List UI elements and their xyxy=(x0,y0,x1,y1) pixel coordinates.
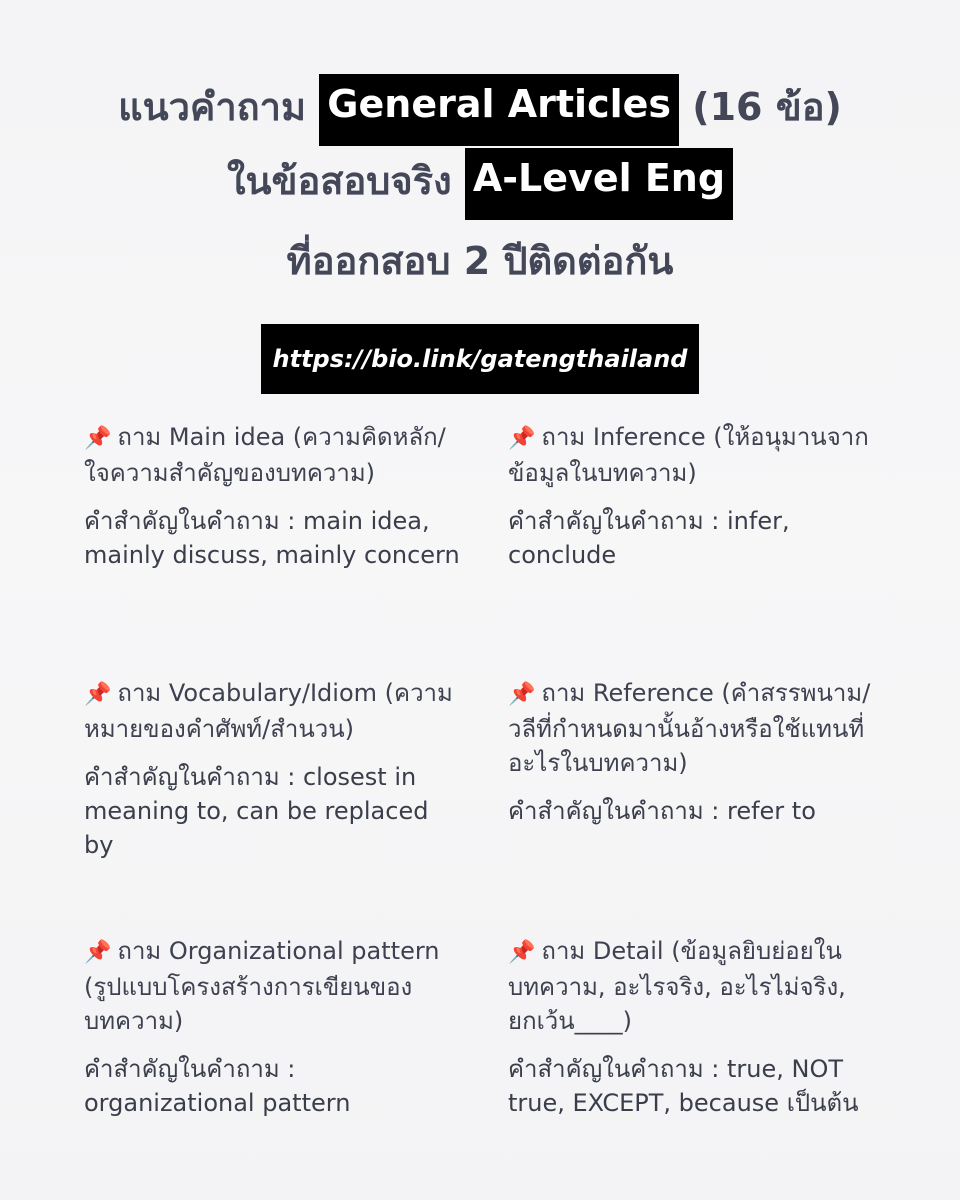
card-title-text: ถาม Detail (ข้อมูลยิบย่อยในบทความ, อะไรจริง, อะไรไม่จริง, ยกเว้น____) xyxy=(508,937,846,1035)
card-title xyxy=(84,934,464,1038)
title-line-1 xyxy=(0,70,960,144)
title-highlight-a-level-eng: A-Level Eng xyxy=(465,148,733,220)
title-highlight-general-articles: General Articles xyxy=(319,74,679,146)
card-inference xyxy=(508,420,888,572)
header xyxy=(0,70,960,394)
pushpin-icon: 📌 xyxy=(84,426,112,451)
card-vocabulary-idiom xyxy=(84,676,464,862)
card-title xyxy=(508,676,888,780)
card-title-text: ถาม Organizational pattern (รูปแบบโครงสร้างการเขียนของบทความ) xyxy=(84,937,440,1035)
card-title-text: ถาม Inference (ให้อนุมานจากข้อมูลในบทความ) xyxy=(508,423,869,487)
card-title-text: ถาม Main idea (ความคิดหลัก/ใจความสำคัญของบทความ) xyxy=(84,423,446,487)
pushpin-icon: 📌 xyxy=(508,426,536,451)
title-line-2 xyxy=(0,144,960,218)
card-keywords: คำสำคัญในคำถาม : organizational pattern xyxy=(84,1055,351,1117)
pushpin-icon: 📌 xyxy=(508,940,536,965)
card-keywords: คำสำคัญในคำถาม : closest in meaning to, can be replaced by xyxy=(84,763,429,859)
card-organizational-pattern xyxy=(84,934,464,1120)
card-detail xyxy=(508,934,888,1120)
card-keywords: คำสำคัญในคำถาม : refer to xyxy=(508,797,816,825)
pushpin-icon: 📌 xyxy=(84,940,112,965)
pushpin-icon: 📌 xyxy=(84,682,112,707)
title-line-1-prefix: แนวคำถาม xyxy=(118,85,320,129)
title-line-3: ที่ออกสอบ 2 ปีติดต่อกัน xyxy=(286,239,674,283)
card-reference xyxy=(508,676,888,828)
card-keywords: คำสำคัญในคำถาม : true, NOT true, EXCEPT, because เป็นต้น xyxy=(508,1055,859,1117)
card-keywords: คำสำคัญในคำถาม : main idea, mainly discuss, mainly concern xyxy=(84,507,460,569)
card-title xyxy=(508,934,888,1038)
card-keywords: คำสำคัญในคำถาม : infer, conclude xyxy=(508,507,790,569)
bio-link-url[interactable]: https://bio.link/gatengthailand xyxy=(261,324,700,394)
card-title xyxy=(508,420,888,490)
card-title xyxy=(84,420,464,490)
card-title-text: ถาม Reference (คำสรรพนาม/วลีที่กำหนดมานั้นอ้างหรือใช้แทนที่อะไรในบทความ) xyxy=(508,679,871,777)
card-title xyxy=(84,676,464,746)
title-line-1-suffix: (16 ข้อ) xyxy=(679,85,842,129)
card-main-idea xyxy=(84,420,464,572)
pushpin-icon: 📌 xyxy=(508,682,536,707)
card-title-text: ถาม Vocabulary/Idiom (ความหมายของคำศัพท์/สำนวน) xyxy=(84,679,453,743)
title-line-2-prefix: ในข้อสอบจริง xyxy=(226,159,465,203)
